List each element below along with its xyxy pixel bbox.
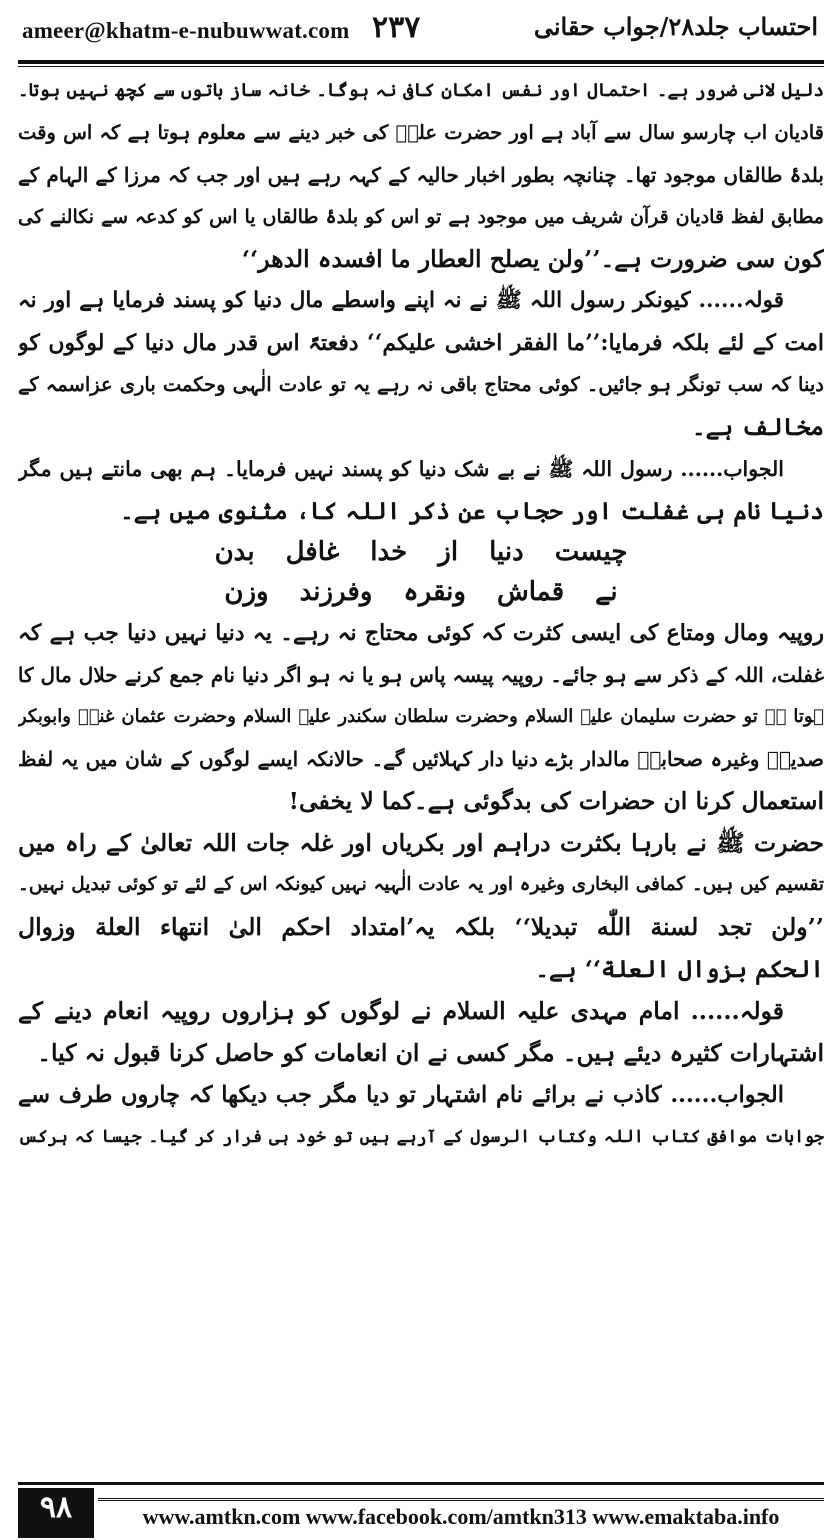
text-line: الحکم بزوال العلة‘‘ ہے۔ [535,955,824,983]
header-rule-thin [18,66,824,67]
text-line: جوابات موافق کتاب اللہ وکتاب الرسول کے آرہے ہیں تو خود ہی فرار کر گیا۔ جیسا کہ ہرکس [18,1127,824,1147]
text-line: دنیا نام ہی غفلت اور حجاب عن ذکر اللہ کا، مثنوی میں ہے۔ [119,497,824,525]
footer-rule [18,1482,824,1485]
page-body [18,70,824,1470]
text-line: قادیان اب چارسو سال سے آباد ہے اور حضرت علیؓ کی خبر دینے سے معلوم ہوتا ہے کہ اس وقت [18,121,824,144]
text-line: ہوتا ہے تو حضرت سلیمان علیہ السلام وحضرت سلطان سکندر علیہ السلام وحضرت عثمان غنیؓ وابوبکر [18,706,824,727]
text-line: قولہ...... کیونکر رسول اللہ ﷺ نے نہ اپنے واسطے مال دنیا کو پسند فرمایا ہے اور نہ [18,288,784,313]
text-line: الجواب...... رسول اللہ ﷺ نے بے شک دنیا کو پسند نہیں فرمایا۔ ہم بھی مانتے ہیں مگر [18,457,784,481]
text-line: غفلت، اللہ کے ذکر سے ہو جائے۔ روپیہ پیسہ پاس ہو یا نہ ہو اگر دنیا نام جمع کرنے حلال مال کا [18,663,824,687]
text-line: مخالف ہے۔ [691,413,824,441]
page-footer [0,1482,840,1540]
text-line: الجواب...... کاذب نے برائے نام اشتہار تو دیا مگر جب دیکھا کہ چاروں طرف سے [18,1082,784,1108]
page-header [0,0,840,62]
text-line: امت کے لئے بلکہ فرمایا:’’ما الفقر اخشی علیکم‘‘ دفعتہً اس قدر مال دنیا کے لوگوں کو [18,330,824,356]
poem-line-1: چیست دنیا از خدا غافل بدن [214,537,628,567]
footer-links: www.amtkn.com www.facebook.com/amtkn313 www.emaktaba.info [142,1504,780,1529]
text-line: تقسیم کیں ہیں۔ کمافی البخاری وغیرہ اور یہ عادت الٰہیہ نہیں کیونکہ اس کے لئے تو کوئی تبدیل نہیں۔ [18,874,824,895]
poem-line-2: نے قماش ونقرہ وفرزند وزن [224,577,618,607]
text-line: حضرت ﷺ نے بارہا بکثرت دراہم اور بکریاں اور غلہ جات اللہ تعالیٰ کے راہ میں [18,829,824,857]
text-line: ’’ولن تجد لسنة اللّٰه تبدیلا‘‘ بلکہ یہ’امتداد احکم الیٰ انتهاء العلة وزوال [18,913,824,941]
text-line: دینا کہ سب تونگر ہو جائیں۔ کوئی محتاج باقی نہ رہے یہ تو عادت الٰہی وحکمت باری عزاسمہ کے [18,373,824,396]
text-line: صدیقؓ وغیرہ صحابہؓ مالدار بڑے دنیا دار کہلائیں گے۔ حالانکہ ایسے لوگوں کے شان میں یہ لفظ [18,747,824,771]
text-line: کون سی ضرورت ہے۔’’ولن یصلح العطار ما افسدہ الدھر‘‘ [241,245,824,273]
text-line: مطابق لفظ قادیان قرآن شریف میں موجود ہے تو اس کو بلدۂ طالقاں یا اس کو کدعہ سے نکالنے کی [18,206,824,228]
text-line: روپیہ ومال ومتاع کی ایسی کثرت کہ کوئی محتاج نہ رہے۔ یہ دنیا نہیں دنیا جب ہے کہ [18,620,824,646]
text-line: دلیل لانی ضرور ہے۔ احتمال اور نفس امکان کافی نہ ہوگا۔ خانہ ساز باتوں سے کچھ نہیں ہوتا۔ [18,80,824,101]
header-email: ameer@khatm-e-nubuwwat.com [22,18,350,43]
footer-folio-number: ۹۸ [39,1490,73,1525]
header-book-title: احتساب جلد۲۸/جواب حقانی [533,12,818,41]
header-rule [18,60,824,64]
text-line: قولہ...... امام مہدی علیہ السلام نے لوگوں کو ہزاروں روپیہ انعام دینے کے [18,997,784,1025]
header-page-number: ۲۳۷ [372,10,421,45]
text-line: بلدۂ طالقاں موجود تھا۔ چنانچہ بطور اخبار حالیہ کے کہہ رہے ہیں اور جب کہ مرزا کے الہام کے [18,163,824,187]
text-line: اشتہارات کثیرہ دیئے ہیں۔ مگر کسی نے ان انعامات کو حاصل کرنا قبول نہ کیا۔ [37,1039,824,1067]
text-line: استعمال کرنا ان حضرات کی بدگوئی ہے۔کما لا یخفی! [288,787,824,815]
